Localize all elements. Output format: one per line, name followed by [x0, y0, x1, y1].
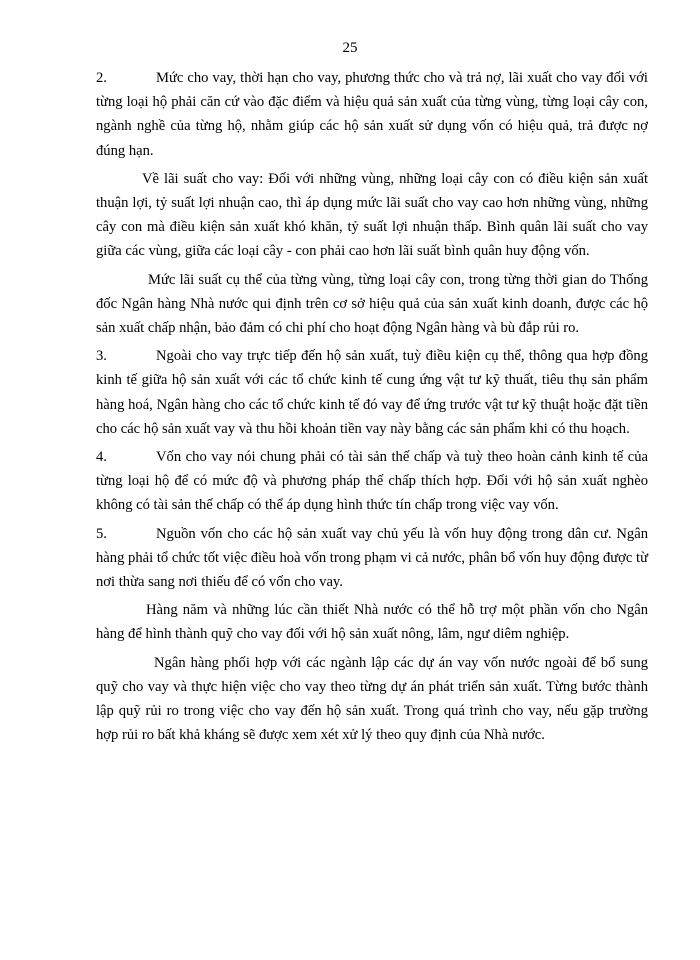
paragraph-text: Nguồn vốn cho các hộ sản xuất vay chủ yếu là vốn huy động trong dân cư. Ngân hàng phải tổ chức tốt việc điều hoà vốn trong phạm vi cả nước, phân bổ vốn huy động được từ nơi thừa sang nơi thiếu để có vốn cho vay.	[96, 525, 648, 591]
paragraph-text: Mức cho vay, thời hạn cho vay, phương thức cho và trả nợ, lãi xuất cho vay đối với từng loại hộ phải căn cứ vào đặc điểm và hiệu quả sản xuất của từng vùng, từng loại cây con, ngành nghề của từng hộ, nhằm giúp các hộ sản xuất sử dụng vốn có hiệu quả, trả được nợ đúng hạn.	[96, 70, 648, 159]
paragraph-number: 5.	[96, 525, 107, 542]
paragraph-text: Ngoài cho vay trực tiếp đến hộ sản xuất, tuỳ điều kiện cụ thể, thông qua hợp đồng kinh tế giữa hộ sản xuất với các tổ chức kinh tế cung ứng vật tư kỹ thuất, tiêu thụ sản phẩm hàng hoá, Ngân hàng cho các tổ chức kinh tế đó vay để ứng trước vật tư kỹ thuật hoặc đặt tiền cho các hộ sản xuất vay và thu hồi khoản tiền vay này bằng các sản phẩm khi có thu hoạch.	[96, 348, 648, 437]
paragraph-text: Ngân hàng phối hợp với các ngành lập các dự án vay vốn nước ngoài để bổ sung quỹ cho vay và thực hiện việc cho vay theo từng dự án phát triển sản xuất. Từng bước thành lập quỹ rủi ro trong việc cho vay đến hộ sản xuất. Trong quá trình cho vay, nếu gặp trường hợp rủi ro bất khả kháng sẽ được xem xét xử lý theo quy định của Nhà nước.	[96, 654, 648, 744]
paragraph-text: Vốn cho vay nói chung phải có tài sản thế chấp và tuỳ theo hoàn cảnh kinh tế của từng loại hộ để có mức độ và phương pháp thế chấp thích hợp. Đối với hộ sản xuất nghèo không có tài sản thế chấp có thể áp dụng hình thức tín chấp trong việc vay vốn.	[96, 449, 648, 514]
paragraph-number: 4.	[96, 449, 107, 466]
paragraph-number: 2.	[96, 70, 107, 86]
paragraph-text: Mức lãi suất cụ thể của từng vùng, từng loại cây con, trong từng thời gian do Thống đốc Ngân hàng Nhà nước qui định trên cơ sở hiệu quả của sản xuất kinh doanh, được các hộ sản xuất chấp nhận, bảo đảm có chi phí cho hoạt động Ngân hàng và bù đắp rủi ro.	[96, 271, 648, 337]
paragraph-interest-rate	[96, 167, 648, 264]
paragraph-text: Về lãi suất cho vay: Đối với những vùng, những loại cây con có điều kiện sản xuất thuận lợi, tỷ suất lợi nhuận cao, thì áp dụng mức lãi suất cho vay cao hơn những vùng, những cây con mà điều kiện sản xuất khó khăn, tỷ suất lợi nhuận thấp. Bình quân lãi suất cho vay giữa các vùng, giữa các loại cây - con phải cao hơn lãi suất bình quân huy động vốn.	[96, 170, 648, 260]
paragraph-number: 3.	[96, 348, 107, 365]
paragraph-text: Hàng năm và những lúc cần thiết Nhà nước có thể hỗ trợ một phần vốn cho Ngân hàng để hình thành quỹ cho vay đối với hộ sản xuất nông, lâm, ngư diêm nghiệp.	[96, 602, 648, 643]
page-number: 25	[342, 40, 358, 56]
paragraph-item-2	[96, 66, 648, 163]
paragraph-state-support	[96, 598, 648, 646]
paragraph-item-5	[96, 522, 648, 595]
paragraph-item-4	[96, 445, 648, 518]
paragraph-bank-coordination	[96, 651, 648, 748]
document-body	[96, 66, 648, 751]
paragraph-specific-rate	[96, 268, 648, 341]
paragraph-item-3	[96, 344, 648, 441]
